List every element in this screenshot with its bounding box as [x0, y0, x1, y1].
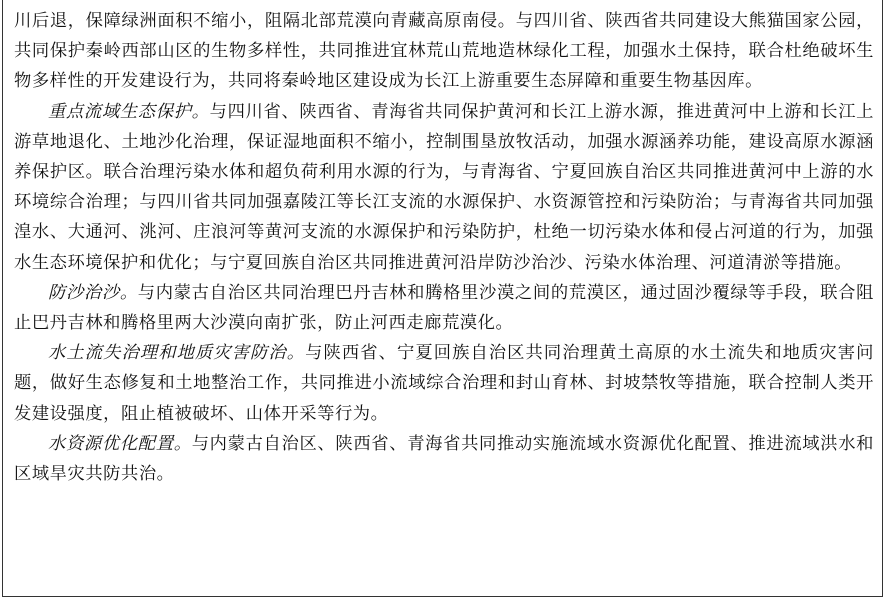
- paragraph-text: 与内蒙古自治区共同治理巴丹吉林和腾格里沙漠之间的荒漠区，通过固沙覆绿等手段，联合阻止巴丹吉林和腾格里两大沙漠向南扩张，防止河西走廊荒漠化。: [14, 282, 874, 334]
- paragraph-water-allocation: [14, 429, 874, 489]
- paragraph-heading: 防沙治沙。: [48, 282, 138, 303]
- document-body: [14, 6, 874, 489]
- paragraph-text: 川后退，保障绿洲面积不缩小，阻隔北部荒漠向青藏高原南侵。与四川省、陕西省共同建设大熊猫国家公园，共同保护秦岭西部山区的生物多样性，共同推进宜林荒山荒地造林绿化工程，加强水土保持，联合杜绝破坏生物多样性的开发建设行为，共同将秦岭地区建设成为长江上游重要生态屏障和重要生物基因库。: [14, 11, 874, 92]
- paragraph-watershed-protection: [14, 97, 874, 278]
- paragraph-heading: 重点流域生态保护。: [48, 101, 210, 122]
- paragraph-continuation: [14, 6, 874, 97]
- paragraph-text: 与陕西省、宁夏回族自治区共同治理黄土高原的水土流失和地质灾害问题，做好生态修复和土地整治工作，共同推进小流域综合治理和封山育林、封坡禁牧等措施，联合控制人类开发建设强度，阻止植被破坏、山体开采等行为。: [14, 343, 874, 424]
- paragraph-heading: 水土流失治理和地质灾害防治。: [48, 343, 306, 364]
- paragraph-text: 与内蒙古自治区、陕西省、青海省共同推动实施流域水资源优化配置、推进流域洪水和区域旱灾共防共治。: [14, 433, 875, 485]
- paragraph-desertification-control: [14, 278, 874, 338]
- paragraph-heading: 水资源优化配置。: [48, 433, 192, 454]
- paragraph-soil-erosion: [14, 338, 874, 429]
- paragraph-text: 与四川省、陕西省、青海省共同保护黄河和长江上游水源，推进黄河中上游和长江上游草地退化、土地沙化治理，保证湿地面积不缩小，控制围垦放牧活动，加强水源涵养功能，建设高原水源涵养保护区。联合治理污染水体和超负荷利用水源的行为，与青海省、宁夏回族自治区共同推进黄河中上游的水环境综合治理；与四川省共同加强嘉陵江等长江支流的水源保护、水资源管控和污染防治；与青海省共同加强湟水、大通河、洮河、庄浪河等黄河支流的水源保护和污染防护，杜绝一切污染水体和侵占河道的行为，加强水生态环境保护和优化；与宁夏回族自治区共同推进黄河沿岸防沙治沙、污染水体治理、河道清淤等措施。: [14, 101, 874, 273]
